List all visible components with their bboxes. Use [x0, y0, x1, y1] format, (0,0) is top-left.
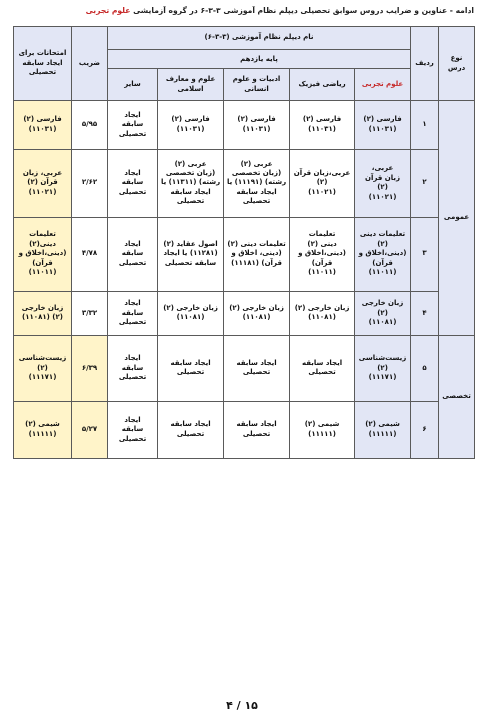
- row-number: ۴: [411, 291, 439, 335]
- exam-cell: زیست‌شناسی (۲) (۱۱۱۷۱): [14, 336, 72, 402]
- header-diploma: نام دیپلم نظام آموزشی (۳-۳-۶): [108, 27, 411, 50]
- course-cell: ایجاد سابقه تحصیلی: [108, 149, 158, 217]
- coefficient-cell: ۳/۳۲: [72, 291, 108, 335]
- course-cell: فارسی (۲) (۱۱۰۳۱): [158, 101, 224, 150]
- course-cell: ایجاد سابقه تحصیلی: [108, 217, 158, 291]
- header-grade: پایه یازدهم: [108, 50, 411, 69]
- course-cell: تعلیمات دینی (۲) (دینی،اخلاق و قرآن) (۱۱۰۱۱): [355, 217, 411, 291]
- header-col-4: سایر: [108, 69, 158, 101]
- exam-cell: تعلیمات دینی(۲) (دینی،اخلاق و قرآن) (۱۱۰۱۱): [14, 217, 72, 291]
- coefficient-cell: ۶/۳۹: [72, 336, 108, 402]
- coefficient-cell: ۵/۹۵: [72, 101, 108, 150]
- course-cell: ایجاد سابقه تحصیلی: [108, 291, 158, 335]
- table-row: [14, 101, 475, 150]
- row-number: ۶: [411, 401, 439, 458]
- row-number: ۳: [411, 217, 439, 291]
- course-cell: شیمی (۲) (۱۱۱۱۱): [290, 401, 355, 458]
- header-row: ردیف: [411, 27, 439, 101]
- table-row: [14, 217, 475, 291]
- course-cell: تعلیمات دینی (۲) (دینی،اخلاق و قرآن) (۱۱۰۱۱): [290, 217, 355, 291]
- course-cell: ایجاد سابقه تحصیلی: [224, 401, 290, 458]
- group-general: عمومی: [439, 101, 475, 336]
- row-number: ۵: [411, 336, 439, 402]
- coefficient-cell: ۲/۶۲: [72, 149, 108, 217]
- page-title: [10, 6, 474, 15]
- header-type: نوع درس: [439, 27, 475, 101]
- course-cell: عربی، زبان قرآن (۲) (۱۱۰۲۱): [355, 149, 411, 217]
- course-cell: زبان خارجی (۲) (۱۱۰۸۱): [224, 291, 290, 335]
- course-cell: زبان خارجی (۲) (۱۱۰۸۱): [158, 291, 224, 335]
- row-number: ۱: [411, 101, 439, 150]
- header-col-0: علوم تجربی: [355, 69, 411, 101]
- header-col-3: علوم و معارف اسلامی: [158, 69, 224, 101]
- group-specialized: تخصصی: [439, 336, 475, 459]
- course-cell: زبان خارجی (۲) (۱۱۰۸۱): [290, 291, 355, 335]
- exam-cell: عربی، زبان قرآن (۲) (۱۱۰۲۱): [14, 149, 72, 217]
- header-col-1: ریاضی فیزیک: [290, 69, 355, 101]
- table-row: [14, 336, 475, 402]
- title-text: ادامه - عناوین و ضرایب دروس سوابق تحصیلی دیپلم نظام آموزشی ۳-۳-۶ در گروه آزمایشی: [133, 6, 474, 15]
- coefficient-cell: ۴/۷۸: [72, 217, 108, 291]
- course-cell: ایجاد سابقه تحصیلی: [108, 401, 158, 458]
- course-cell: ایجاد سابقه تحصیلی: [290, 336, 355, 402]
- coefficient-cell: ۵/۲۷: [72, 401, 108, 458]
- exam-cell: شیمی (۲) (۱۱۱۱۱): [14, 401, 72, 458]
- page-number: ۴ / ۱۵: [226, 699, 258, 712]
- row-number: ۲: [411, 149, 439, 217]
- exam-cell: فارسی (۲) (۱۱۰۳۱): [14, 101, 72, 150]
- course-cell: اصول عقاید (۲) (۱۱۲۸۱) یا ایجاد سابقه تحصیلی: [158, 217, 224, 291]
- course-cell: فارسی (۲) (۱۱۰۳۱): [290, 101, 355, 150]
- course-cell: زبان خارجی (۲) (۱۱۰۸۱): [355, 291, 411, 335]
- course-cell: ایجاد سابقه تحصیلی: [158, 401, 224, 458]
- header-coefficient: ضریب: [72, 27, 108, 101]
- title-highlight: علوم تجربی: [85, 6, 131, 15]
- header-exams: امتحانات برای ایجاد سابقه تحصیلی: [14, 27, 72, 101]
- course-cell: فارسی (۲) (۱۱۰۳۱): [224, 101, 290, 150]
- exam-cell: زبان خارجی (۲) (۱۱۰۸۱): [14, 291, 72, 335]
- course-cell: تعلیمات دینی (۲) (دینی، اخلاق و قرآن) (۱۱۱۸۱): [224, 217, 290, 291]
- courses-table: [13, 26, 475, 459]
- course-cell: ایجاد سابقه تحصیلی: [108, 336, 158, 402]
- course-cell: ایجاد سابقه تحصیلی: [108, 101, 158, 150]
- table-row: [14, 149, 475, 217]
- course-cell: شیمی (۲) (۱۱۱۱۱): [355, 401, 411, 458]
- header-col-2: ادبیات و علوم انسانی: [224, 69, 290, 101]
- table-row: [14, 291, 475, 335]
- course-cell: عربی،زبان قرآن (۲) (۱۱۰۲۱): [290, 149, 355, 217]
- course-cell: ایجاد سابقه تحصیلی: [224, 336, 290, 402]
- course-cell: عربی (۲) (زبان تخصصی رشته) (۱۱۳۱۱) یا ایجاد سابقه تحصیلی: [158, 149, 224, 217]
- table-row: [14, 401, 475, 458]
- course-cell: ایجاد سابقه تحصیلی: [158, 336, 224, 402]
- course-cell: عربی (۲) (زبان تخصصی رشته) (۱۱۱۹۱) یا ایجاد سابقه تحصیلی: [224, 149, 290, 217]
- course-cell: زیست‌شناسی (۲) (۱۱۱۷۱): [355, 336, 411, 402]
- course-cell: فارسی (۲) (۱۱۰۳۱): [355, 101, 411, 150]
